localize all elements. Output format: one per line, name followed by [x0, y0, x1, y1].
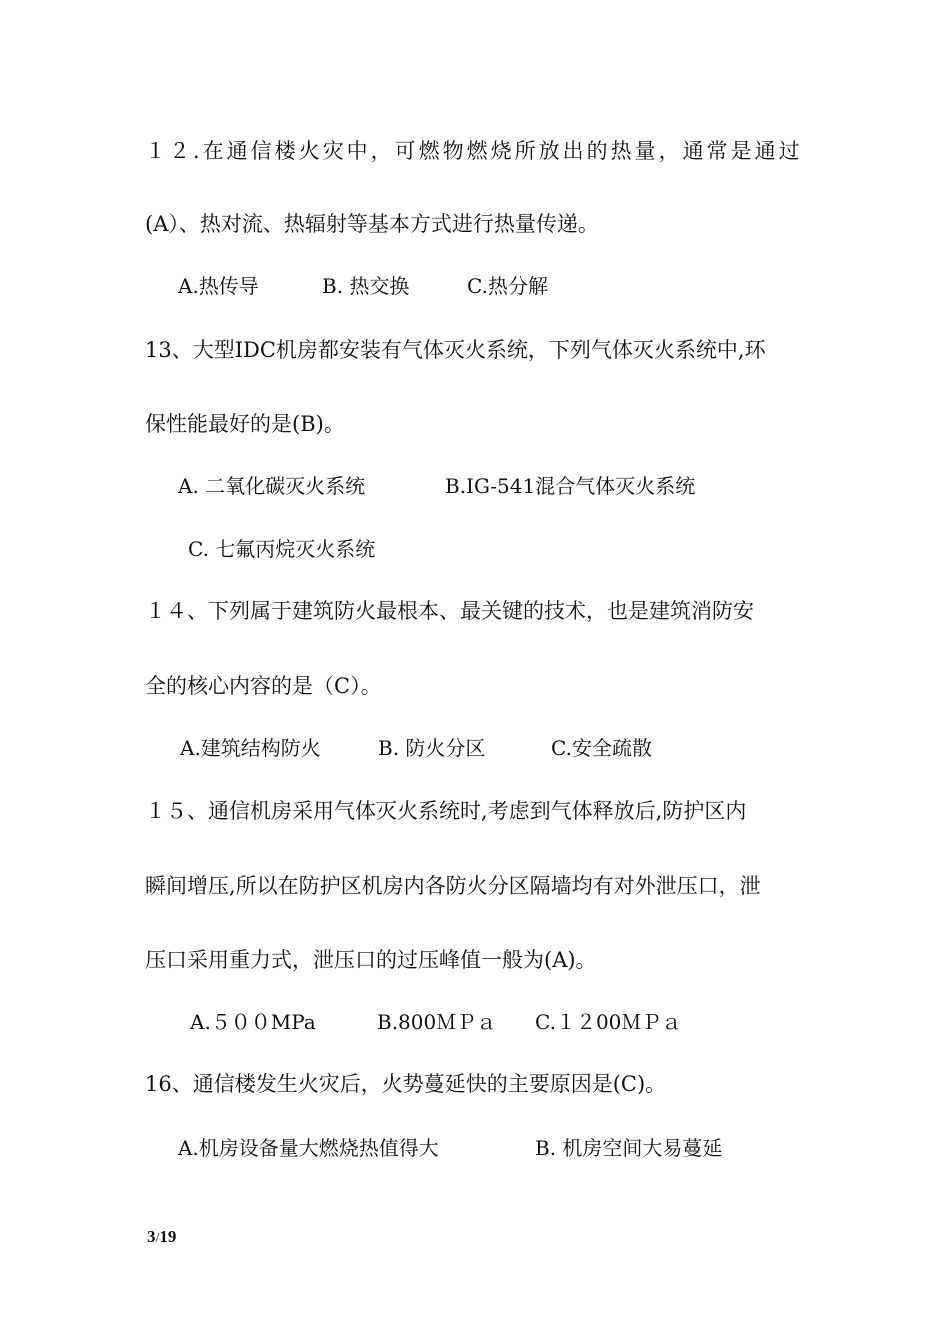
question-12-line-1: １２.在通信楼火灾中，可燃物燃烧所放出的热量，通常是通过: [145, 139, 803, 163]
question-12-option-c: C.热分解: [467, 274, 548, 298]
question-15-option-a: A.５００MPa: [190, 1010, 316, 1034]
question-13-option-c: C. 七氟丙烷灭火系统: [188, 537, 376, 561]
question-16-line-1: 16、通信楼发生火灾后，火势蔓延快的主要原因是(C)。: [145, 1072, 667, 1096]
question-15-line-3: 压口采用重力式，泄压口的过压峰值一般为(A)。: [145, 948, 597, 972]
question-15-option-c: C.１２00ＭＰａ: [535, 1010, 682, 1034]
question-13-option-a: A. 二氧化碳灭火系统: [178, 474, 366, 498]
question-13-line-1: 13、大型IDC机房都安装有气体灭火系统，下列气体灭火系统中,环: [145, 338, 766, 362]
question-14-option-c: C.安全疏散: [551, 736, 652, 760]
question-12-line-2: (A）、热对流、热辐射等基本方式进行热量传递。: [145, 212, 599, 236]
page-number-current: 3: [147, 1227, 156, 1246]
question-13-option-b: B.IG-541混合气体灭火系统: [445, 474, 696, 498]
question-16-option-b: B. 机房空间大易蔓延: [535, 1136, 723, 1160]
page-number: [147, 1226, 176, 1250]
question-14-line-2: 全的核心内容的是（C）。: [145, 674, 382, 698]
page-number-separator: /: [155, 1231, 160, 1246]
question-15-line-1: １５、通信机房采用气体灭火系统时,考虑到气体释放后,防护区内: [145, 799, 747, 823]
question-13-line-2: 保性能最好的是(B)。: [145, 412, 345, 436]
question-12-option-b: B. 热交换: [322, 274, 410, 298]
question-14-line-1: １４、下列属于建筑防火最根本、最关键的技术，也是建筑消防安: [145, 599, 754, 623]
question-15-option-b: B.800ＭＰａ: [377, 1010, 497, 1034]
question-14-option-b: B. 防火分区: [378, 736, 486, 760]
question-16-option-a: A.机房设备量大燃烧热值得大: [178, 1136, 439, 1160]
question-14-option-a: A.建筑结构防火: [180, 736, 321, 760]
page-number-total: 19: [159, 1227, 177, 1246]
question-15-line-2: 瞬间增压,所以在防护区机房内各防火分区隔墙均有对外泄压口，泄: [145, 874, 761, 898]
question-12-option-a: A.热传导: [178, 274, 259, 298]
